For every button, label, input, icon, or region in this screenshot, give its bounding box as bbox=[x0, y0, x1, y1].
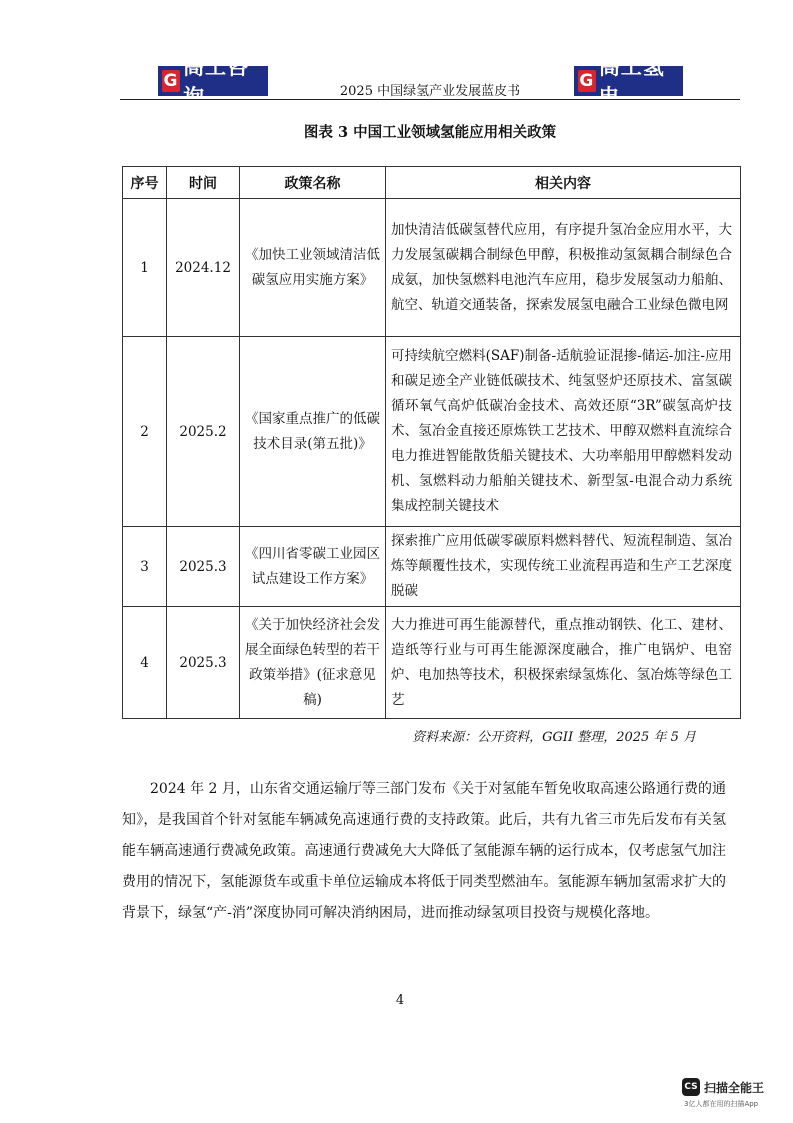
row-policy-name: 《四川省零碳工业园区试点建设工作方案》 bbox=[240, 527, 386, 607]
camscanner-tagline: 3亿人都在用的扫描App bbox=[684, 1100, 759, 1108]
logo-text-right: 高工氢电 bbox=[598, 55, 665, 109]
row-content: 加快清洁低碳氢替代应用，有序提升氢冶金应用水平，大力发展氢碳耦合制绿色甲醇，积极推动氢氮耦合制绿色合成氨，加快氢燃料电池汽车应用，稳步发展氢动力船舶、航空、轨道交通装备，探索发展氢电融合工业绿色微电网 bbox=[386, 199, 741, 337]
logo-mark-left: G bbox=[163, 71, 179, 91]
row-date: 2025.3 bbox=[167, 527, 240, 607]
row-date: 2024.12 bbox=[167, 199, 240, 337]
camscanner-watermark bbox=[682, 1078, 782, 1109]
page-number: 4 bbox=[395, 993, 405, 1008]
table-header-row bbox=[123, 167, 741, 199]
row-date: 2025.2 bbox=[167, 337, 240, 527]
row-index: 1 bbox=[123, 199, 167, 337]
data-source-note: 资料来源：公开资料，GGII 整理，2025 年 5 月 bbox=[412, 730, 696, 745]
camscanner-icon: CS bbox=[682, 1078, 700, 1096]
logo-text-left: 高工咨询 bbox=[182, 55, 249, 109]
header-date: 时间 bbox=[167, 167, 240, 199]
table-row bbox=[123, 527, 741, 607]
table-row bbox=[123, 199, 741, 337]
row-content: 探索推广应用低碳零碳原料燃料替代、短流程制造、氢冶炼等颠覆性技术，实现传统工业流程再造和生产工艺深度脱碳 bbox=[386, 527, 741, 607]
table-row bbox=[123, 607, 741, 719]
running-header-title: 2025 中国绿氢产业发展蓝皮书 bbox=[339, 84, 521, 99]
gaogong-hydrogen-logo bbox=[574, 55, 683, 109]
table-row bbox=[123, 337, 741, 527]
row-index: 2 bbox=[123, 337, 167, 527]
row-index: 3 bbox=[123, 527, 167, 607]
header-divider bbox=[120, 99, 740, 100]
row-content: 大力推进可再生能源替代，重点推动钢铁、化工、建材、造纸等行业与可再生能源深度融合，推广电锅炉、电窑炉、电加热等技术，积极探索绿氢炼化、氢冶炼等绿色工艺 bbox=[386, 607, 741, 719]
row-policy-name: 《关于加快经济社会发展全面绿色转型的若干政策举措》(征求意见稿) bbox=[240, 607, 386, 719]
figure-title: 图表 3 中国工业领域氢能应用相关政策 bbox=[303, 124, 557, 141]
row-content: 可持续航空燃料(SAF)制备-适航验证混掺-储运-加注-应用和碳足迹全产业链低碳技术、纯氢竖炉还原技术、富氢碳循环氧气高炉低碳冶金技术、高效还原“3R”碳氢高炉技术、氢冶金直接还原炼铁工艺技术、甲醇双燃料直流综合电力推进智能散货船关键技术、大功率船用甲醇燃料发动机、氢燃料动力船舶关键技术、新型氢-电混合动力系统集成控制关键技术 bbox=[386, 337, 741, 527]
policy-table bbox=[122, 166, 741, 719]
gaogong-consulting-logo bbox=[158, 55, 268, 109]
header-content: 相关内容 bbox=[386, 167, 741, 199]
camscanner-name: 扫描全能王 bbox=[704, 1080, 765, 1095]
row-index: 4 bbox=[123, 607, 167, 719]
logo-mark-right: G bbox=[579, 71, 595, 91]
row-date: 2025.3 bbox=[167, 607, 240, 719]
header-index: 序号 bbox=[123, 167, 167, 199]
header-policy-name: 政策名称 bbox=[240, 167, 386, 199]
row-policy-name: 《加快工业领域清洁低碳氢应用实施方案》 bbox=[240, 199, 386, 337]
row-policy-name: 《国家重点推广的低碳技术目录(第五批)》 bbox=[240, 337, 386, 527]
body-paragraph: 2024 年 2 月，山东省交通运输厅等三部门发布《关于对氢能车暂免收取高速公路通行费的通知》，是我国首个针对氢能车辆减免高速通行费的支持政策。此后，共有九省三市先后发布有关氢能车辆高速通行费减免政策。高速通行费减免大大降低了氢能源车辆的运行成本，仅考虑氢气加注费用的情况下，氢能源货车或重卡单位运输成本将低于同类型燃油车。氢能源车辆加氢需求扩大的背景下，绿氢“产-消”深度协同可解决消纳困局，进而推动绿氢项目投资与规模化落地。 bbox=[122, 781, 726, 921]
